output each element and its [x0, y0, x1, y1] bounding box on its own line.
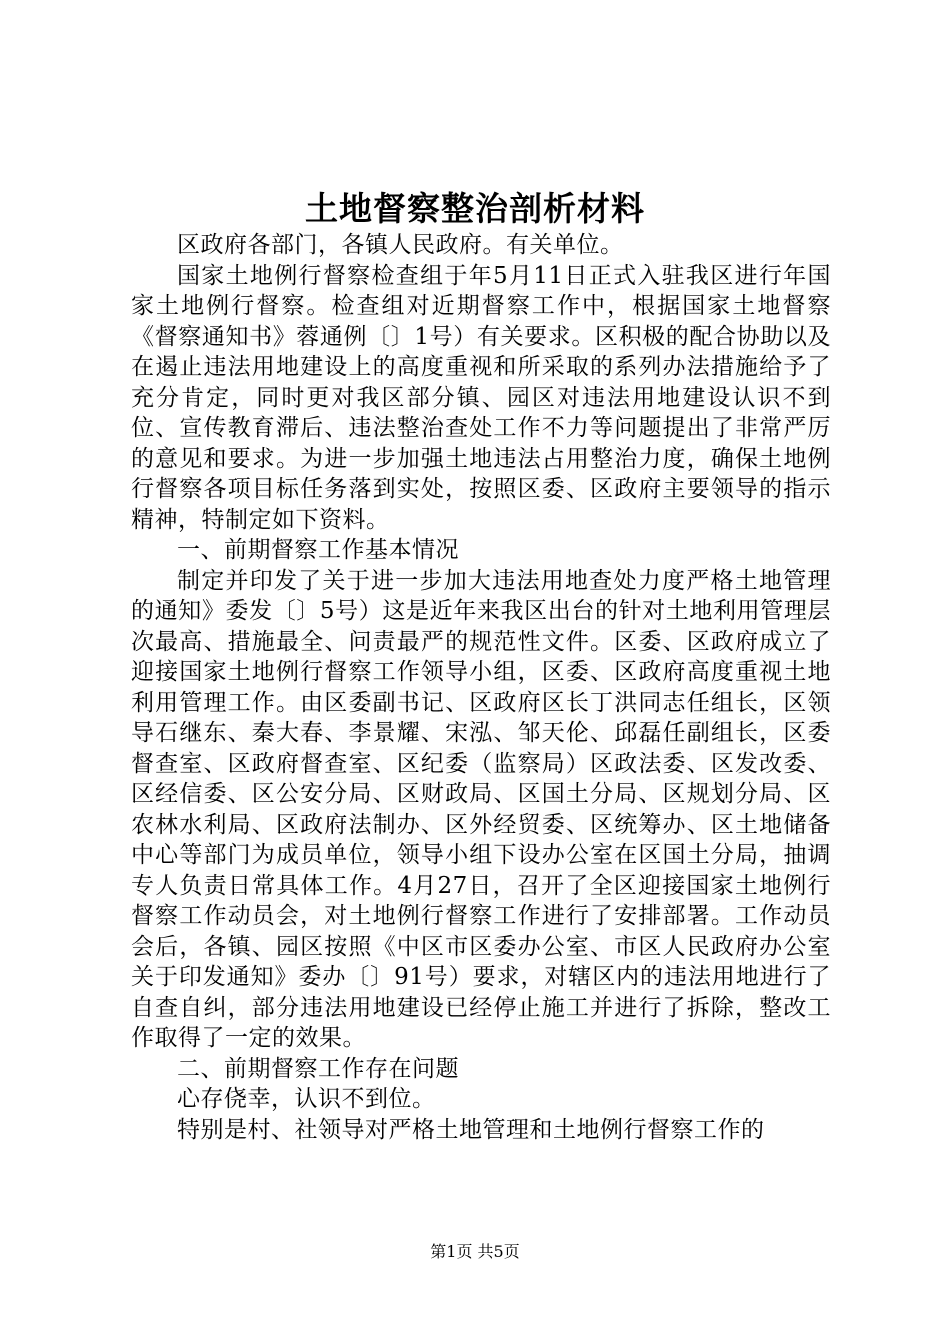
section-heading-2: 二、前期督察工作存在问题	[177, 1055, 459, 1082]
paragraph-continued: 特别是村、社领导对严格土地管理和土地例行督察工作的	[177, 1116, 765, 1143]
paragraph-subheading: 心存侥幸，认识不到位。	[177, 1086, 436, 1112]
paragraph-section-1: 制定并印发了关于进一步加大违法用地查处力度严格土地管理的通知》委发〔〕5号）这是近年来我区出台的针对土地利用管理层次最高、措施最全、问责最严的规范性文件。区委、区政府成立了迎接国家土地例行督察工作领导小组，区委、区政府高度重视土地利用管理工作。由区委副书记、区政府区长丁洪同志任组长，区领导石继东、秦大春、李景耀、宋泓、邹天伦、邱磊任副组长，区委督查室、区政府督查室、区纪委（监察局）区政法委、区发改委、区经信委、区公安分局、区财政局、区国土分局、区规划分局、区农林水利局、区政府法制办、区外经贸委、区统筹办、区土地储备中心等部门为成员单位，领导小组下设办公室在区国土分局，抽调专人负责日常具体工作。4月27日，召开了全区迎接国家土地例行督察工作动员会，对土地例行督察工作进行了安排部署。工作动员会后，各镇、园区按照《中区市区委办公室、市区人民政府办公室关于印发通知》委办〔〕91号）要求，对辖区内的违法用地进行了自查自纠，部分违法用地建设已经停止施工并进行了拆除，整改工作取得了一定的效果。	[131, 567, 831, 1051]
paragraph-salutation: 区政府各部门，各镇人民政府。有关单位。	[177, 232, 624, 258]
document-body	[131, 230, 831, 1145]
section-heading-1: 一、前期督察工作基本情况	[177, 537, 459, 563]
document-title: 土地督察整治剖析材料	[305, 189, 645, 228]
page-footer: 第1页 共5页	[430, 1242, 520, 1261]
paragraph-intro: 国家土地例行督察检查组于年5月11日正式入驻我区进行年国家土地例行督察。检查组对近期督察工作中，根据国家土地督察《督察通知书》蓉通例〔〕1号）有关要求。区积极的配合协助以及在遏止违法用地建设上的高度重视和所采取的系列办法措施给予了充分肯定，同时更对我区部分镇、园区对违法用地建设认识不到位、宣传教育滞后、违法整治查处工作不力等问题提出了非常严厉的意见和要求。为进一步加强土地违法占用整治力度，确保土地例行督察各项目标任务落到实处，按照区委、区政府主要领导的指示精神，特制定如下资料。	[131, 262, 831, 533]
